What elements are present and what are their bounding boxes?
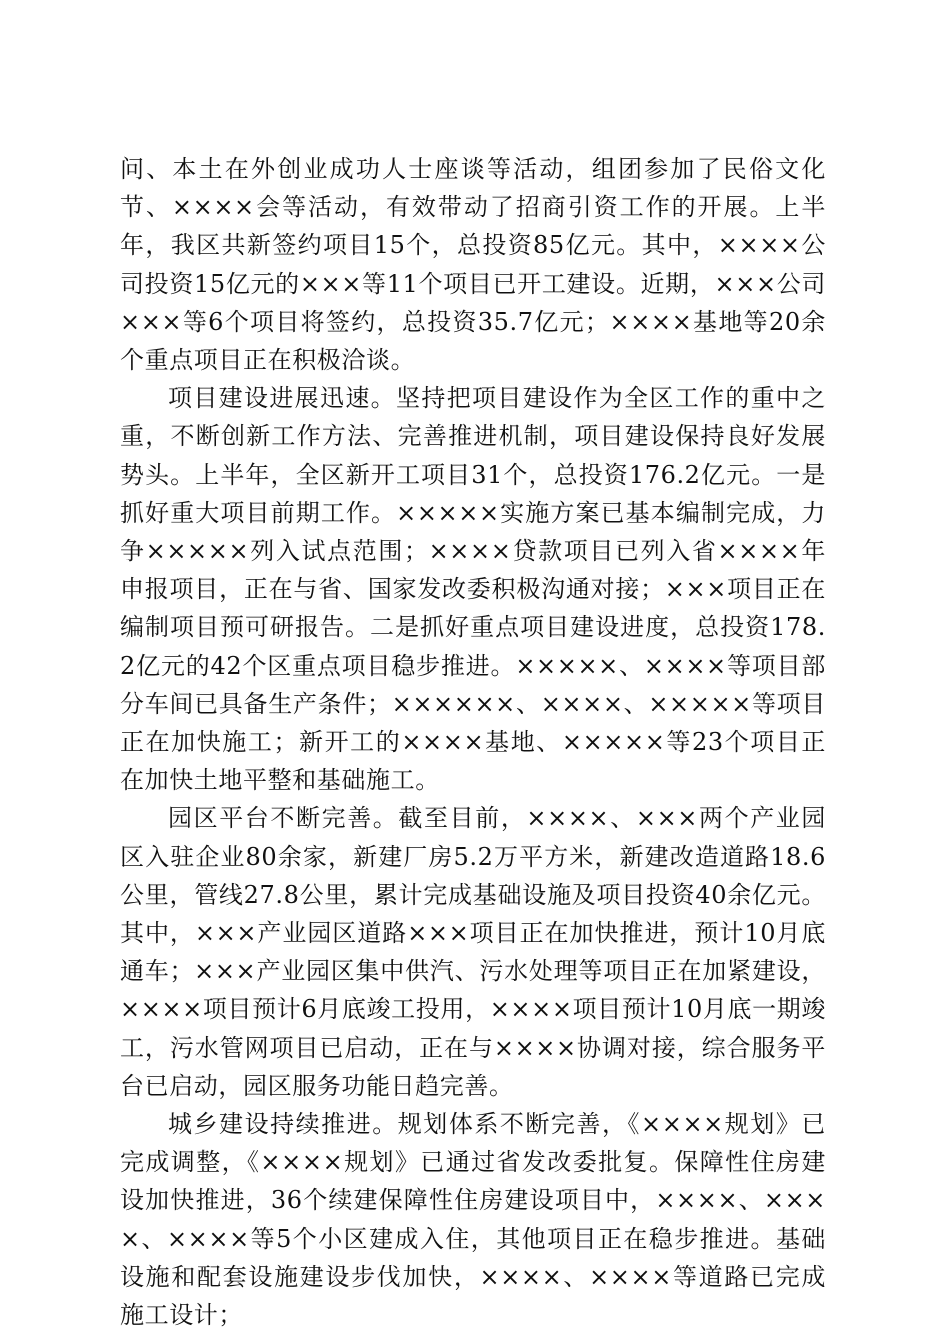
paragraph-investment: 问、本土在外创业成功人士座谈等活动，组团参加了民俗文化节、××××会等活动，有效带动了招商引资工作的开展。上半年，我区共新签约项目15个，总投资85亿元。其中，××××公司投资15亿元的×××等11个项目已开工建设。近期，×××公司×××等6个项目将签约，总投资35.7亿元；××××基地等20余个重点项目正在积极洽谈。 [120, 155, 826, 375]
paragraph-industrial-park: 园区平台不断完善。截至目前，××××、×××两个产业园区入驻企业80余家，新建厂房5.2万平方米，新建改造道路18.6公里，管线27.8公里，累计完成基础设施及项目投资40余亿元。其中，×××产业园区道路×××项目正在加快推进，预计10月底通车；×××产业园区集中供汽、污水处理等项目正在加紧建设，××××项目预计6月底竣工投用，××××项目预计10月底一期竣工，污水管网项目已启动，正在与××××协调对接，综合服务平台已启动，园区服务功能日趋完善。 [120, 804, 826, 1100]
document-body [120, 150, 826, 1334]
paragraph-project-construction: 项目建设进展迅速。坚持把项目建设作为全区工作的重中之重，不断创新工作方法、完善推进机制，项目建设保持良好发展势头。上半年，全区新开工项目31个，总投资176.2亿元。一是抓好重大项目前期工作。×××××实施方案已基本编制完成，力争×××××列入试点范围；××××贷款项目已列入省××××年申报项目，正在与省、国家发改委积极沟通对接；×××项目正在编制项目预可研报告。二是抓好重点项目建设进度，总投资178.2亿元的42个区重点项目稳步推进。×××××、××××等项目部分车间已具备生产条件；××××××、××××、×××××等项目正在加快施工；新开工的××××基地、×××××等23个项目正在加快土地平整和基础施工。 [120, 384, 826, 795]
paragraph-urban-rural-construction: 城乡建设持续推进。规划体系不断完善，《××××规划》已完成调整，《××××规划》已通过省发改委批复。保障性住房建设加快推进，36个续建保障性住房建设项目中，××××、××××、××××等5个小区建成入住，其他项目正在稳步推进。基础设施和配套设施建设步伐加快，××××、××××等道路已完成施工设计； [120, 1110, 826, 1330]
